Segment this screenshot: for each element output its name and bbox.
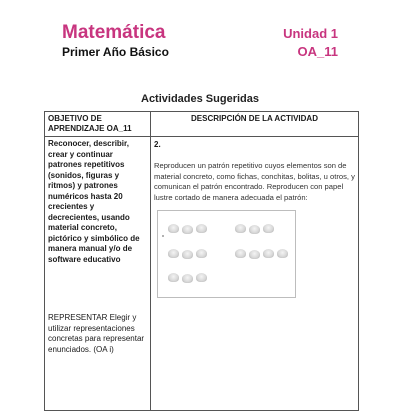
shell-icon — [249, 225, 260, 234]
shell-icon — [263, 249, 274, 258]
header-left — [62, 22, 169, 59]
shell-icon — [263, 224, 274, 233]
shell-icon — [249, 250, 260, 259]
section-title: Actividades Sugeridas — [141, 93, 259, 105]
objective-text: Reconocer, describir, crear y continuar patrones repetitivos (sonidos, figuras y ritmos) y patrones numéricos hasta 20 crecientes y decrecientes, usando material concreto, pictórico y simbólico de manera manual y/o de software educativo — [48, 139, 140, 264]
shell-icon — [235, 249, 246, 258]
shell-icon — [182, 225, 193, 234]
shell-icon — [182, 274, 193, 283]
shell-icon — [277, 249, 288, 258]
shell-icon — [168, 224, 179, 233]
shell-icon — [168, 273, 179, 282]
shell-icon — [168, 249, 179, 258]
activity-number: 2. — [154, 140, 161, 149]
header-right — [283, 26, 338, 60]
shell-icon — [235, 224, 246, 233]
col-description-header: DESCRIPCIÓN DE LA ACTIVIDAD — [151, 112, 359, 137]
represent-text: REPRESENTAR Elegir y utilizar representaciones concretas para representar enunciados. (OA i) — [48, 313, 145, 354]
grade-subtitle: Primer Año Básico — [62, 45, 169, 59]
shell-icon — [196, 249, 207, 258]
shell-icon — [196, 273, 207, 282]
small-dot-icon — [162, 235, 164, 237]
shell-icon — [196, 224, 207, 233]
objective-cell — [45, 137, 151, 411]
objective-code: OA_11 — [297, 44, 338, 59]
col-objective-header: OBJETIVO DE APRENDIZAJE OA_11 — [45, 112, 151, 137]
table-header-row — [45, 112, 359, 137]
subject-title: Matemática — [62, 22, 166, 43]
activity-description: Reproducen un patrón repetitivo cuyos elementos son de material concreto, como fichas, conchitas, bolitas, u otros, y comunican el patrón encontrado. Reproducen con papel lustre cortado de manera adecuada el patrón: — [154, 161, 355, 202]
shell-pattern-image — [157, 210, 296, 298]
shell-icon — [182, 250, 193, 259]
unit-label: Unidad 1 — [283, 26, 338, 41]
